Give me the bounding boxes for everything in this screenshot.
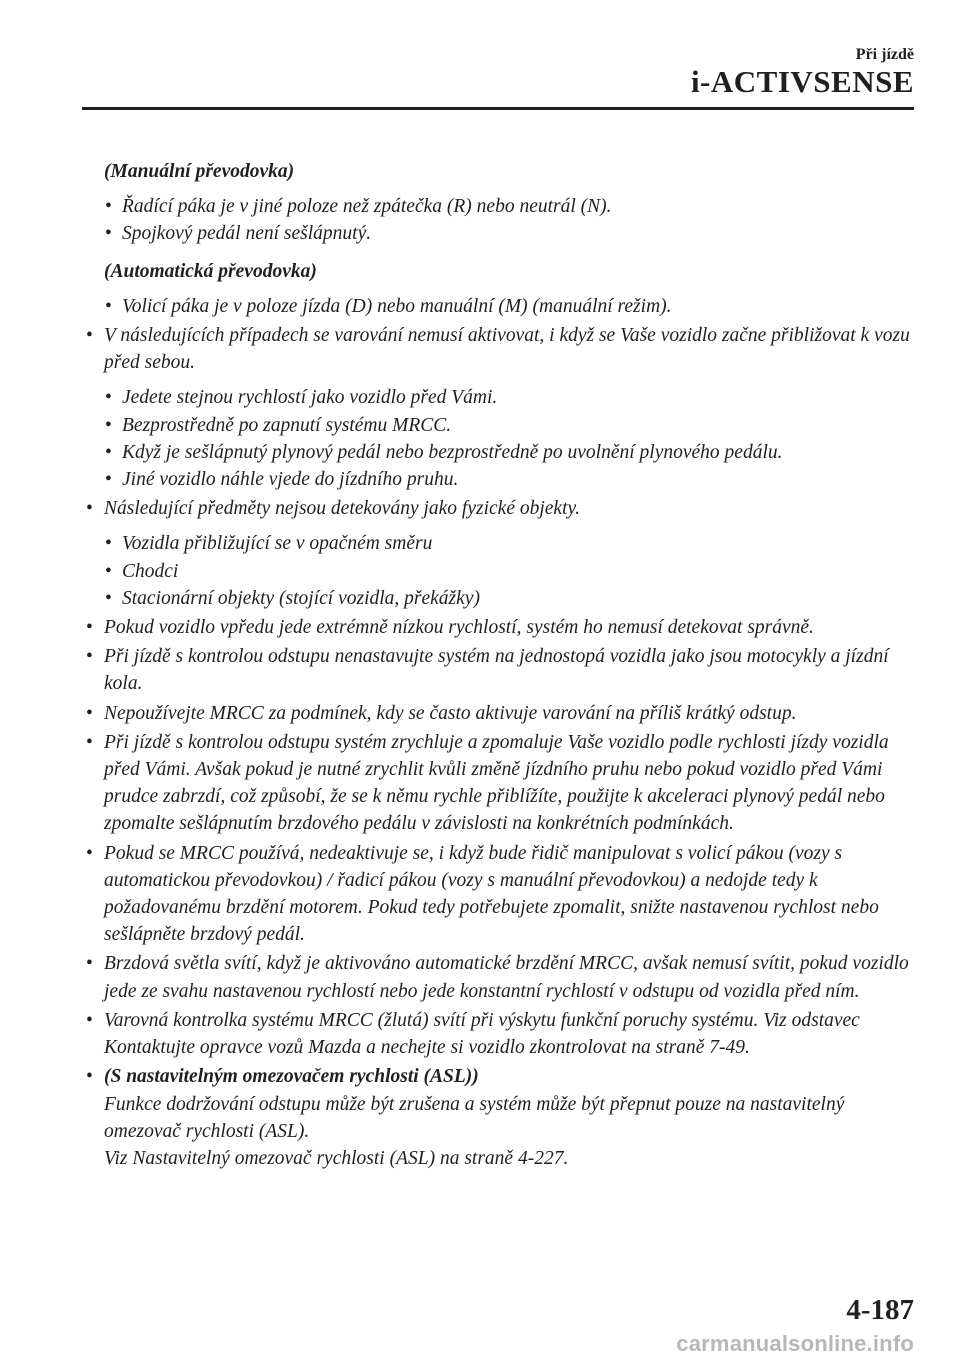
list-item: • Bezprostředně po zapnutí systému MRCC. bbox=[82, 412, 914, 439]
bullet-icon: • bbox=[86, 646, 93, 668]
list-item: • Jedete stejnou rychlostí jako vozidlo před Vámi. bbox=[82, 384, 914, 411]
bullet-icon: • bbox=[105, 295, 112, 317]
list-item: • Jiné vozidlo náhle vjede do jízdního pruhu. bbox=[82, 466, 914, 493]
bullet-icon: • bbox=[86, 325, 93, 347]
list-item: • V následujících případech se varování nemusí aktivovat, i když se Vaše vozidlo začne přibližovat k vozu před sebou. bbox=[82, 322, 914, 376]
list-item: • Chodci bbox=[82, 558, 914, 585]
bullet-icon: • bbox=[86, 1066, 93, 1088]
list-item: • Pokud se MRCC používá, nedeaktivuje se, i když bude řidič manipulovat s volicí pákou (vozy s automatickou převodovkou) / řadicí pákou (vozy s manuální převodovkou) a nedojde tedy k požadovanému brzdění motorem. Pokud tedy potřebujete zpomalit, snižte nastavenou rychlost nebo sešlápněte brzdový pedál. bbox=[82, 840, 914, 949]
list-item: • Pokud vozidlo vpředu jede extrémně nízkou rychlostí, systém ho nemusí detekovat správně. bbox=[82, 614, 914, 641]
header-chapter: Při jízdě bbox=[855, 46, 914, 63]
bullet-icon: • bbox=[86, 1009, 93, 1031]
watermark: carmanualsonline.info bbox=[676, 1331, 914, 1356]
bullet-icon: • bbox=[86, 731, 93, 753]
list-item: • Následující předměty nejsou detekovány jako fyzické objekty. bbox=[82, 495, 914, 522]
header-title: i-ACTIVSENSE bbox=[690, 64, 914, 99]
bullet-icon: • bbox=[105, 533, 112, 555]
list-item: • Brzdová světla svítí, když je aktivováno automatické brzdění MRCC, avšak nemusí svítit, pokud vozidlo jede ze svahu nastavenou rychlostí nebo jede konstantní rychlostí v odstupu od vozidla před ním. bbox=[82, 950, 914, 1004]
list-item: • Při jízdě s kontrolou odstupu systém zrychluje a zpomaluje Vaše vozidlo podle rychlosti jízdy vozidla před Vámi. Avšak pokud je nutné zrychlit kvůli změně jízdního pruhu nebo pokud vozidlo před Vámi prudce zabrzdí, což způsobí, že se k němu rychle přiblížíte, použijte k akceleraci plynový pedál nebo zpomalte sešlápnutím brzdového pedálu v závislosti na konkrétních podmínkách. bbox=[82, 729, 914, 838]
bullet-icon: • bbox=[105, 441, 112, 463]
bullet-icon: • bbox=[105, 469, 112, 491]
bullet-icon: • bbox=[105, 196, 112, 218]
bullet-icon: • bbox=[105, 414, 112, 436]
list-item: • Spojkový pedál není sešlápnutý. bbox=[82, 220, 914, 247]
list-item: • Vozidla přibližující se v opačném směru bbox=[82, 530, 914, 557]
header-rule bbox=[82, 107, 914, 110]
bullet-icon: • bbox=[86, 498, 93, 520]
list-item: • Když je sešlápnutý plynový pedál nebo bezprostředně po uvolnění plynového pedálu. bbox=[82, 439, 914, 466]
bullet-icon: • bbox=[86, 842, 93, 864]
bullet-icon: • bbox=[105, 223, 112, 245]
bullet-icon: • bbox=[86, 702, 93, 724]
list-item-asl bbox=[82, 1063, 914, 1172]
list-item: • Řadící páka je v jiné poloze než zpátečka (R) nebo neutrál (N). bbox=[82, 193, 914, 220]
automatic-transmission-heading: (Automatická převodovka) bbox=[104, 260, 317, 282]
list-item: • Varovná kontrolka systému MRCC (žlutá) svítí při výskytu funkční poruchy systému. Viz odstavec Kontaktujte opravce vozů Mazda a nechejte si vozidlo zkontrolovat na straně 7-49. bbox=[82, 1007, 914, 1061]
asl-reference: Viz Nastavitelný omezovač rychlosti (ASL) na straně 4-227. bbox=[104, 1147, 569, 1169]
list-item: • Při jízdě s kontrolou odstupu nenastavujte systém na jednostopá vozidla jako jsou motocykly a jízdní kola. bbox=[82, 643, 914, 697]
bullet-icon: • bbox=[86, 617, 93, 639]
bullet-icon: • bbox=[105, 587, 112, 609]
manual-transmission-heading: (Manuální převodovka) bbox=[104, 161, 295, 182]
asl-heading: (S nastavitelným omezovačem rychlosti (ASL)) bbox=[104, 1066, 479, 1088]
page-number: 4-187 bbox=[846, 1294, 914, 1326]
list-item: • Volicí páka je v poloze jízda (D) nebo manuální (M) (manuální režim). bbox=[82, 293, 914, 320]
list-item: • Stacionární objekty (stojící vozidla, překážky) bbox=[82, 585, 914, 612]
list-item: • Nepoužívejte MRCC za podmínek, kdy se často aktivuje varování na příliš krátký odstup. bbox=[82, 700, 914, 727]
asl-text: Funkce dodržování odstupu může být zrušena a systém může být přepnut pouze na nastavitelný omezovač rychlosti (ASL). bbox=[104, 1093, 845, 1142]
bullet-icon: • bbox=[86, 953, 93, 975]
bullet-icon: • bbox=[105, 560, 112, 582]
page-content bbox=[82, 158, 914, 1172]
bullet-icon: • bbox=[105, 387, 112, 409]
